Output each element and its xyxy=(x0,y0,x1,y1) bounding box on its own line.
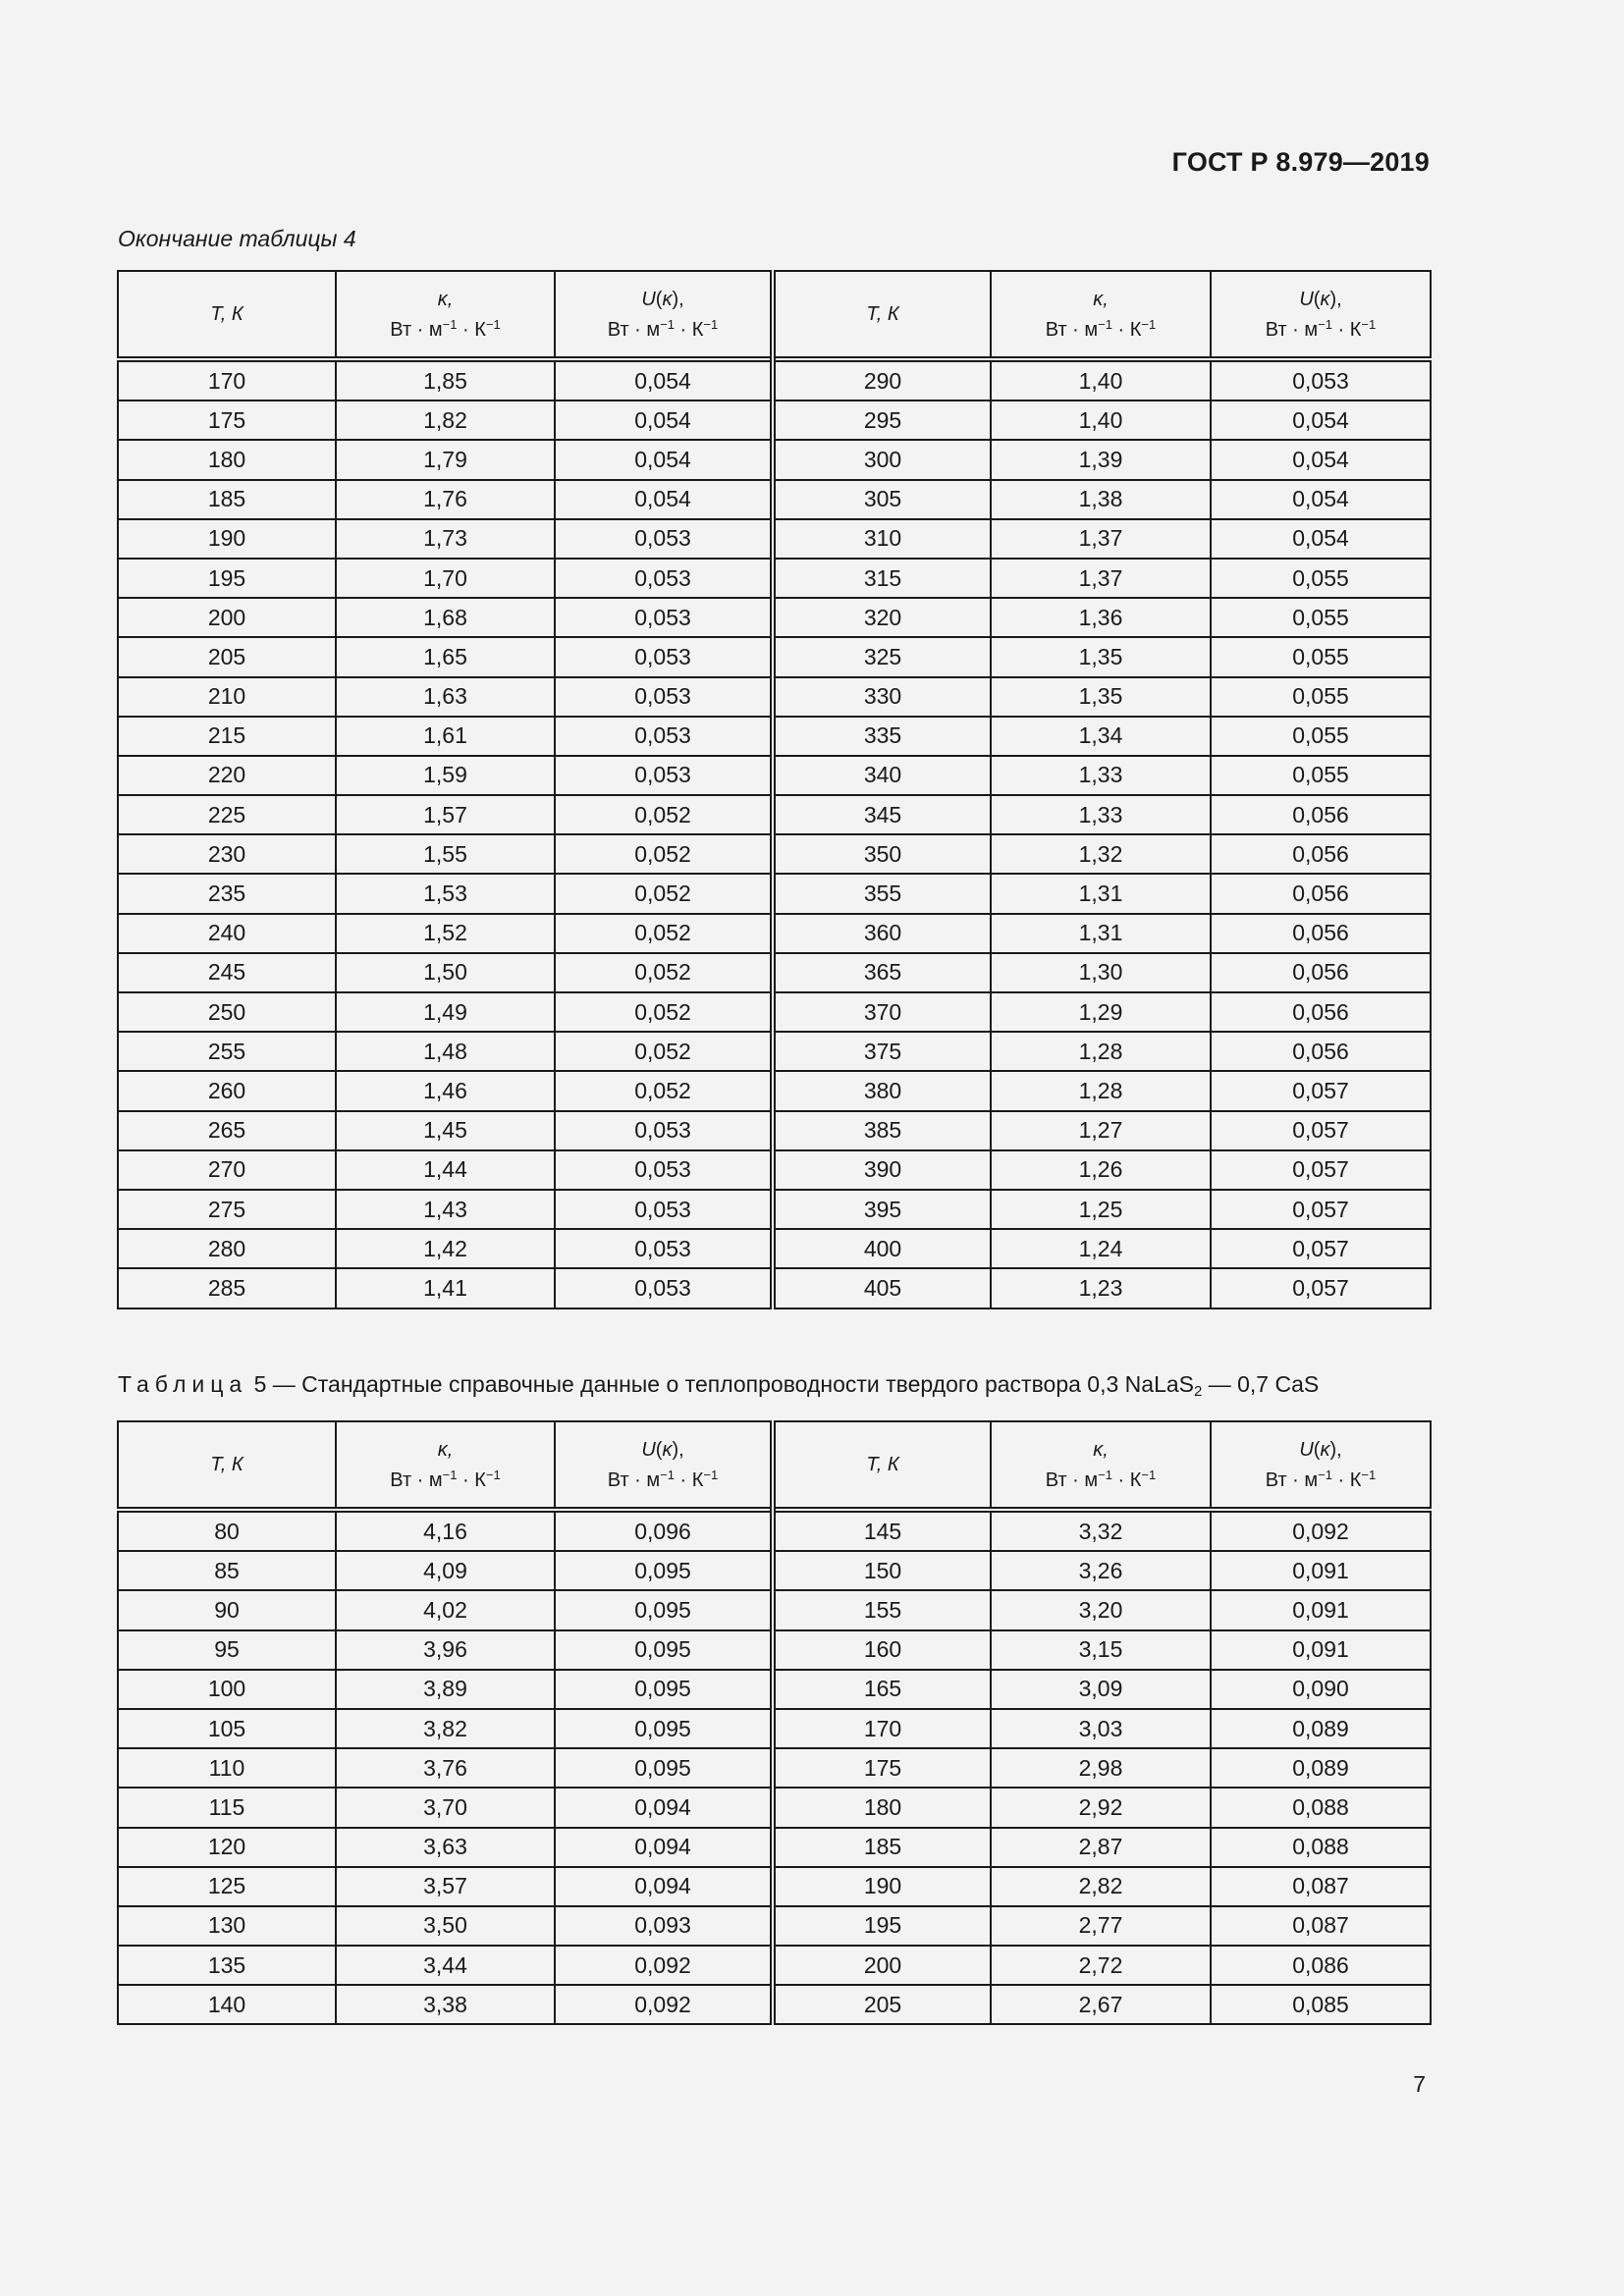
table-cell: 0,055 xyxy=(1211,598,1431,637)
table-cell: 0,053 xyxy=(555,677,773,717)
table-cell: 1,61 xyxy=(336,717,555,756)
table-cell: 0,095 xyxy=(555,1590,773,1629)
table-cell: 0,056 xyxy=(1211,1032,1431,1071)
table-cell: 95 xyxy=(118,1630,336,1670)
table-row xyxy=(118,874,1431,913)
table-row xyxy=(118,1630,1431,1670)
table-cell: 1,31 xyxy=(991,874,1211,913)
table-cell: 1,29 xyxy=(991,992,1211,1032)
table-cell: 3,96 xyxy=(336,1630,555,1670)
table-row xyxy=(118,637,1431,676)
table-cell: 0,092 xyxy=(555,1985,773,2024)
table-cell: 0,090 xyxy=(1211,1670,1431,1709)
table-row xyxy=(118,1946,1431,1985)
header-temperature: T, К xyxy=(773,271,991,359)
table-cell: 1,63 xyxy=(336,677,555,717)
table-cell: 0,096 xyxy=(555,1510,773,1551)
table-cell: 0,053 xyxy=(555,598,773,637)
table-cell: 4,16 xyxy=(336,1510,555,1551)
table-cell: 1,37 xyxy=(991,519,1211,559)
table-cell: 0,095 xyxy=(555,1551,773,1590)
table-cell: 0,092 xyxy=(555,1946,773,1985)
table-4-header-row xyxy=(118,271,1431,359)
table-cell: 0,056 xyxy=(1211,874,1431,913)
table-cell: 175 xyxy=(118,400,336,440)
table-cell: 130 xyxy=(118,1906,336,1946)
table-cell: 1,42 xyxy=(336,1229,555,1268)
table-row xyxy=(118,519,1431,559)
table-cell: 4,09 xyxy=(336,1551,555,1590)
table-cell: 0,052 xyxy=(555,992,773,1032)
caption-subscript: 2 xyxy=(1194,1383,1203,1400)
table-cell: 0,057 xyxy=(1211,1190,1431,1229)
table-cell: 170 xyxy=(118,359,336,400)
table-row xyxy=(118,1071,1431,1110)
table-cell: 330 xyxy=(773,677,991,717)
table-cell: 120 xyxy=(118,1828,336,1867)
table-cell: 310 xyxy=(773,519,991,559)
table-cell: 200 xyxy=(118,598,336,637)
table-cell: 1,28 xyxy=(991,1032,1211,1071)
table-cell: 1,76 xyxy=(336,480,555,519)
table-cell: 1,39 xyxy=(991,440,1211,479)
header-conductivity: κ, Вт · $м^{-1} \cdot К^{-1}$ xyxy=(991,271,1211,359)
table-cell: 0,054 xyxy=(555,359,773,400)
table-cell: 1,28 xyxy=(991,1071,1211,1110)
table-cell: 0,054 xyxy=(555,440,773,479)
table-cell: 135 xyxy=(118,1946,336,1985)
table-cell: 145 xyxy=(773,1510,991,1551)
table-cell: 350 xyxy=(773,834,991,874)
table-cell: 1,85 xyxy=(336,359,555,400)
table-cell: 0,053 xyxy=(555,1229,773,1268)
table-cell: 0,085 xyxy=(1211,1985,1431,2024)
table-cell: 1,33 xyxy=(991,795,1211,834)
table-cell: 140 xyxy=(118,1985,336,2024)
table-cell: 0,057 xyxy=(1211,1150,1431,1190)
table-cell: 0,054 xyxy=(1211,400,1431,440)
table-cell: 400 xyxy=(773,1229,991,1268)
table-cell: 260 xyxy=(118,1071,336,1110)
table-cell: 295 xyxy=(773,400,991,440)
table-cell: 0,052 xyxy=(555,1071,773,1110)
table-cell: 155 xyxy=(773,1590,991,1629)
table-cell: 0,095 xyxy=(555,1748,773,1788)
table-cell: 0,088 xyxy=(1211,1788,1431,1827)
table-cell: 0,053 xyxy=(555,717,773,756)
table-cell: 0,095 xyxy=(555,1670,773,1709)
table-cell: 180 xyxy=(773,1788,991,1827)
table-cell: 1,23 xyxy=(991,1268,1211,1308)
table-cell: 1,40 xyxy=(991,359,1211,400)
table-cell: 285 xyxy=(118,1268,336,1308)
table-cell: 0,054 xyxy=(1211,440,1431,479)
table-row xyxy=(118,1551,1431,1590)
table-cell: 325 xyxy=(773,637,991,676)
table-row xyxy=(118,559,1431,598)
table-cell: 1,53 xyxy=(336,874,555,913)
table-cell: 2,87 xyxy=(991,1828,1211,1867)
table-cell: 3,89 xyxy=(336,1670,555,1709)
header-temperature: T, К xyxy=(118,1421,336,1510)
table-cell: 230 xyxy=(118,834,336,874)
table-cell: 395 xyxy=(773,1190,991,1229)
table-cell: 205 xyxy=(118,637,336,676)
table-cell: 1,24 xyxy=(991,1229,1211,1268)
table-cell: 1,44 xyxy=(336,1150,555,1190)
table-row xyxy=(118,480,1431,519)
header-conductivity: κ, Вт · $м^{-1} \cdot К^{-1}$ xyxy=(336,271,555,359)
header-temperature: T, К xyxy=(118,271,336,359)
table-row xyxy=(118,598,1431,637)
table-cell: 0,053 xyxy=(555,756,773,795)
table-cell: 0,056 xyxy=(1211,834,1431,874)
table-cell: 90 xyxy=(118,1590,336,1629)
table-cell: 0,094 xyxy=(555,1788,773,1827)
table-cell: 1,73 xyxy=(336,519,555,559)
table-row xyxy=(118,677,1431,717)
table-cell: 1,34 xyxy=(991,717,1211,756)
table-cell: 195 xyxy=(773,1906,991,1946)
table-cell: 3,03 xyxy=(991,1709,1211,1748)
table-cell: 185 xyxy=(773,1828,991,1867)
table-cell: 0,089 xyxy=(1211,1748,1431,1788)
caption-suffix: — 0,7 CaS xyxy=(1202,1371,1320,1397)
table-cell: 375 xyxy=(773,1032,991,1071)
table-row xyxy=(118,1906,1431,1946)
table-cell: 80 xyxy=(118,1510,336,1551)
table-cell: 150 xyxy=(773,1551,991,1590)
table-cell: 0,089 xyxy=(1211,1709,1431,1748)
table-cell: 3,38 xyxy=(336,1985,555,2024)
table-cell: 0,094 xyxy=(555,1867,773,1906)
table-cell: 1,35 xyxy=(991,677,1211,717)
table-cell: 0,053 xyxy=(1211,359,1431,400)
table-cell: 0,087 xyxy=(1211,1906,1431,1946)
table-row xyxy=(118,1268,1431,1308)
table-cell: 300 xyxy=(773,440,991,479)
table-cell: 225 xyxy=(118,795,336,834)
table-cell: 275 xyxy=(118,1190,336,1229)
table-cell: 3,76 xyxy=(336,1748,555,1788)
table-cell: 380 xyxy=(773,1071,991,1110)
table-cell: 190 xyxy=(118,519,336,559)
table-row xyxy=(118,1590,1431,1629)
table-cell: 255 xyxy=(118,1032,336,1071)
table-row xyxy=(118,795,1431,834)
table-cell: 205 xyxy=(773,1985,991,2024)
table-cell: 160 xyxy=(773,1630,991,1670)
table-row xyxy=(118,717,1431,756)
table-cell: 105 xyxy=(118,1709,336,1748)
table-cell: 3,82 xyxy=(336,1709,555,1748)
table-cell: 0,055 xyxy=(1211,559,1431,598)
table-row xyxy=(118,1510,1431,1551)
table-cell: 0,053 xyxy=(555,1150,773,1190)
table-row xyxy=(118,953,1431,992)
table-5-header-row xyxy=(118,1421,1431,1510)
table-cell: 0,052 xyxy=(555,914,773,953)
table-cell: 335 xyxy=(773,717,991,756)
table-cell: 0,095 xyxy=(555,1709,773,1748)
table-cell: 1,50 xyxy=(336,953,555,992)
table-row xyxy=(118,1709,1431,1748)
table-cell: 1,26 xyxy=(991,1150,1211,1190)
caption-number: 5 xyxy=(253,1371,267,1397)
table-row xyxy=(118,1111,1431,1150)
table-cell: 0,053 xyxy=(555,637,773,676)
table-cell: 0,095 xyxy=(555,1630,773,1670)
table-cell: 1,55 xyxy=(336,834,555,874)
table-cell: 165 xyxy=(773,1670,991,1709)
table-cell: 0,057 xyxy=(1211,1111,1431,1150)
table-cell: 1,35 xyxy=(991,637,1211,676)
table-cell: 0,054 xyxy=(555,400,773,440)
table-cell: 1,68 xyxy=(336,598,555,637)
table-cell: 85 xyxy=(118,1551,336,1590)
table-row xyxy=(118,1748,1431,1788)
table-cell: 245 xyxy=(118,953,336,992)
table-cell: 1,70 xyxy=(336,559,555,598)
table-cell: 250 xyxy=(118,992,336,1032)
table-cell: 1,43 xyxy=(336,1190,555,1229)
table-cell: 0,086 xyxy=(1211,1946,1431,1985)
table-cell: 1,38 xyxy=(991,480,1211,519)
table-cell: 0,053 xyxy=(555,1111,773,1150)
table-cell: 3,63 xyxy=(336,1828,555,1867)
table-cell: 1,31 xyxy=(991,914,1211,953)
caption-prefix: Таблица xyxy=(118,1371,248,1397)
table-cell: 280 xyxy=(118,1229,336,1268)
table-cell: 0,091 xyxy=(1211,1551,1431,1590)
table-cell: 270 xyxy=(118,1150,336,1190)
table-cell: 1,32 xyxy=(991,834,1211,874)
table-row xyxy=(118,359,1431,400)
table-cell: 2,98 xyxy=(991,1748,1211,1788)
table-cell: 125 xyxy=(118,1867,336,1906)
table-cell: 305 xyxy=(773,480,991,519)
table-cell: 100 xyxy=(118,1670,336,1709)
table-cell: 1,37 xyxy=(991,559,1211,598)
header-uncertainty: U(κ), Вт · $м^{-1} \cdot К^{-1}$ xyxy=(555,1421,773,1510)
table-cell: 235 xyxy=(118,874,336,913)
table-row xyxy=(118,440,1431,479)
table-cell: 355 xyxy=(773,874,991,913)
table-row xyxy=(118,1150,1431,1190)
table-cell: 3,26 xyxy=(991,1551,1211,1590)
table-cell: 1,49 xyxy=(336,992,555,1032)
table-cell: 405 xyxy=(773,1268,991,1308)
table-cell: 1,59 xyxy=(336,756,555,795)
table-cell: 1,46 xyxy=(336,1071,555,1110)
table-cell: 1,52 xyxy=(336,914,555,953)
table-cell: 0,056 xyxy=(1211,953,1431,992)
table-cell: 3,50 xyxy=(336,1906,555,1946)
table-cell: 2,77 xyxy=(991,1906,1211,1946)
table-cell: 360 xyxy=(773,914,991,953)
table-cell: 370 xyxy=(773,992,991,1032)
table-cell: 3,57 xyxy=(336,1867,555,1906)
header-uncertainty: U(κ), Вт · $м^{-1} \cdot К^{-1}$ xyxy=(1211,271,1431,359)
table-cell: 0,093 xyxy=(555,1906,773,1946)
table-row xyxy=(118,1032,1431,1071)
table-cell: 0,055 xyxy=(1211,756,1431,795)
table-cell: 365 xyxy=(773,953,991,992)
header-temperature: T, К xyxy=(773,1421,991,1510)
caption-text: — Стандартные справочные данные о теплопроводности твердого раствора 0,3 NaLaS xyxy=(272,1371,1194,1397)
table-cell: 1,48 xyxy=(336,1032,555,1071)
table-4-continuation-label: Окончание таблицы 4 xyxy=(118,226,356,251)
table-cell: 1,30 xyxy=(991,953,1211,992)
header-conductivity: κ, Вт · $м^{-1} \cdot К^{-1}$ xyxy=(336,1421,555,1510)
table-row xyxy=(118,992,1431,1032)
table-row xyxy=(118,1985,1431,2024)
table-cell: 265 xyxy=(118,1111,336,1150)
table-cell: 0,057 xyxy=(1211,1071,1431,1110)
table-cell: 1,33 xyxy=(991,756,1211,795)
table-cell: 3,15 xyxy=(991,1630,1211,1670)
table-cell: 180 xyxy=(118,440,336,479)
table-row xyxy=(118,1828,1431,1867)
table-cell: 1,36 xyxy=(991,598,1211,637)
table-row xyxy=(118,756,1431,795)
header-conductivity: κ, Вт · $м^{-1} \cdot К^{-1}$ xyxy=(991,1421,1211,1510)
table-cell: 0,055 xyxy=(1211,637,1431,676)
table-cell: 185 xyxy=(118,480,336,519)
table-cell: 0,052 xyxy=(555,874,773,913)
table-cell: 385 xyxy=(773,1111,991,1150)
table-cell: 2,67 xyxy=(991,1985,1211,2024)
table-cell: 0,052 xyxy=(555,834,773,874)
table-cell: 3,20 xyxy=(991,1590,1211,1629)
table-cell: 0,053 xyxy=(555,519,773,559)
table-cell: 0,052 xyxy=(555,1032,773,1071)
table-cell: 0,057 xyxy=(1211,1268,1431,1308)
table-cell: 0,088 xyxy=(1211,1828,1431,1867)
table-cell: 1,27 xyxy=(991,1111,1211,1150)
table-cell: 200 xyxy=(773,1946,991,1985)
table-cell: 0,055 xyxy=(1211,717,1431,756)
table-5 xyxy=(117,1420,1432,2025)
table-row xyxy=(118,834,1431,874)
table-cell: 0,056 xyxy=(1211,795,1431,834)
table-cell: 0,091 xyxy=(1211,1630,1431,1670)
header-uncertainty: U(κ), Вт · $м^{-1} \cdot К^{-1}$ xyxy=(1211,1421,1431,1510)
table-cell: 1,57 xyxy=(336,795,555,834)
table-row xyxy=(118,400,1431,440)
table-cell: 215 xyxy=(118,717,336,756)
table-cell: 195 xyxy=(118,559,336,598)
table-4 xyxy=(117,270,1432,1309)
table-row xyxy=(118,914,1431,953)
table-row xyxy=(118,1670,1431,1709)
table-cell: 4,02 xyxy=(336,1590,555,1629)
table-cell: 345 xyxy=(773,795,991,834)
table-cell: 290 xyxy=(773,359,991,400)
table-cell: 1,25 xyxy=(991,1190,1211,1229)
table-row xyxy=(118,1229,1431,1268)
table-cell: 0,054 xyxy=(1211,519,1431,559)
table-cell: 3,32 xyxy=(991,1510,1211,1551)
table-cell: 320 xyxy=(773,598,991,637)
table-cell: 170 xyxy=(773,1709,991,1748)
table-cell: 1,41 xyxy=(336,1268,555,1308)
table-cell: 315 xyxy=(773,559,991,598)
table-cell: 0,053 xyxy=(555,1268,773,1308)
table-cell: 0,087 xyxy=(1211,1867,1431,1906)
table-cell: 0,094 xyxy=(555,1828,773,1867)
table-cell: 0,052 xyxy=(555,953,773,992)
table-cell: 1,79 xyxy=(336,440,555,479)
table-cell: 110 xyxy=(118,1748,336,1788)
table-cell: 1,40 xyxy=(991,400,1211,440)
table-cell: 0,054 xyxy=(1211,480,1431,519)
table-cell: 220 xyxy=(118,756,336,795)
table-row xyxy=(118,1190,1431,1229)
table-cell: 115 xyxy=(118,1788,336,1827)
table-cell: 1,82 xyxy=(336,400,555,440)
table-row xyxy=(118,1867,1431,1906)
table-5-caption xyxy=(118,1371,1434,1400)
table-cell: 0,092 xyxy=(1211,1510,1431,1551)
table-cell: 3,44 xyxy=(336,1946,555,1985)
table-cell: 0,052 xyxy=(555,795,773,834)
table-cell: 0,056 xyxy=(1211,914,1431,953)
table-cell: 0,057 xyxy=(1211,1229,1431,1268)
table-cell: 210 xyxy=(118,677,336,717)
table-cell: 0,053 xyxy=(555,559,773,598)
table-row xyxy=(118,1788,1431,1827)
table-cell: 1,45 xyxy=(336,1111,555,1150)
table-cell: 0,056 xyxy=(1211,992,1431,1032)
table-cell: 175 xyxy=(773,1748,991,1788)
table-cell: 0,053 xyxy=(555,1190,773,1229)
table-cell: 390 xyxy=(773,1150,991,1190)
table-cell: 2,72 xyxy=(991,1946,1211,1985)
table-cell: 3,09 xyxy=(991,1670,1211,1709)
document-number: ГОСТ Р 8.979—2019 xyxy=(1171,147,1430,177)
table-cell: 0,054 xyxy=(555,480,773,519)
table-cell: 240 xyxy=(118,914,336,953)
table-cell: 3,70 xyxy=(336,1788,555,1827)
table-cell: 1,65 xyxy=(336,637,555,676)
page-number: 7 xyxy=(1413,2071,1426,2097)
table-cell: 0,091 xyxy=(1211,1590,1431,1629)
table-cell: 2,82 xyxy=(991,1867,1211,1906)
header-uncertainty: U(κ), Вт · $м^{-1} \cdot К^{-1}$ xyxy=(555,271,773,359)
table-cell: 340 xyxy=(773,756,991,795)
table-cell: 190 xyxy=(773,1867,991,1906)
table-cell: 2,92 xyxy=(991,1788,1211,1827)
table-cell: 0,055 xyxy=(1211,677,1431,717)
